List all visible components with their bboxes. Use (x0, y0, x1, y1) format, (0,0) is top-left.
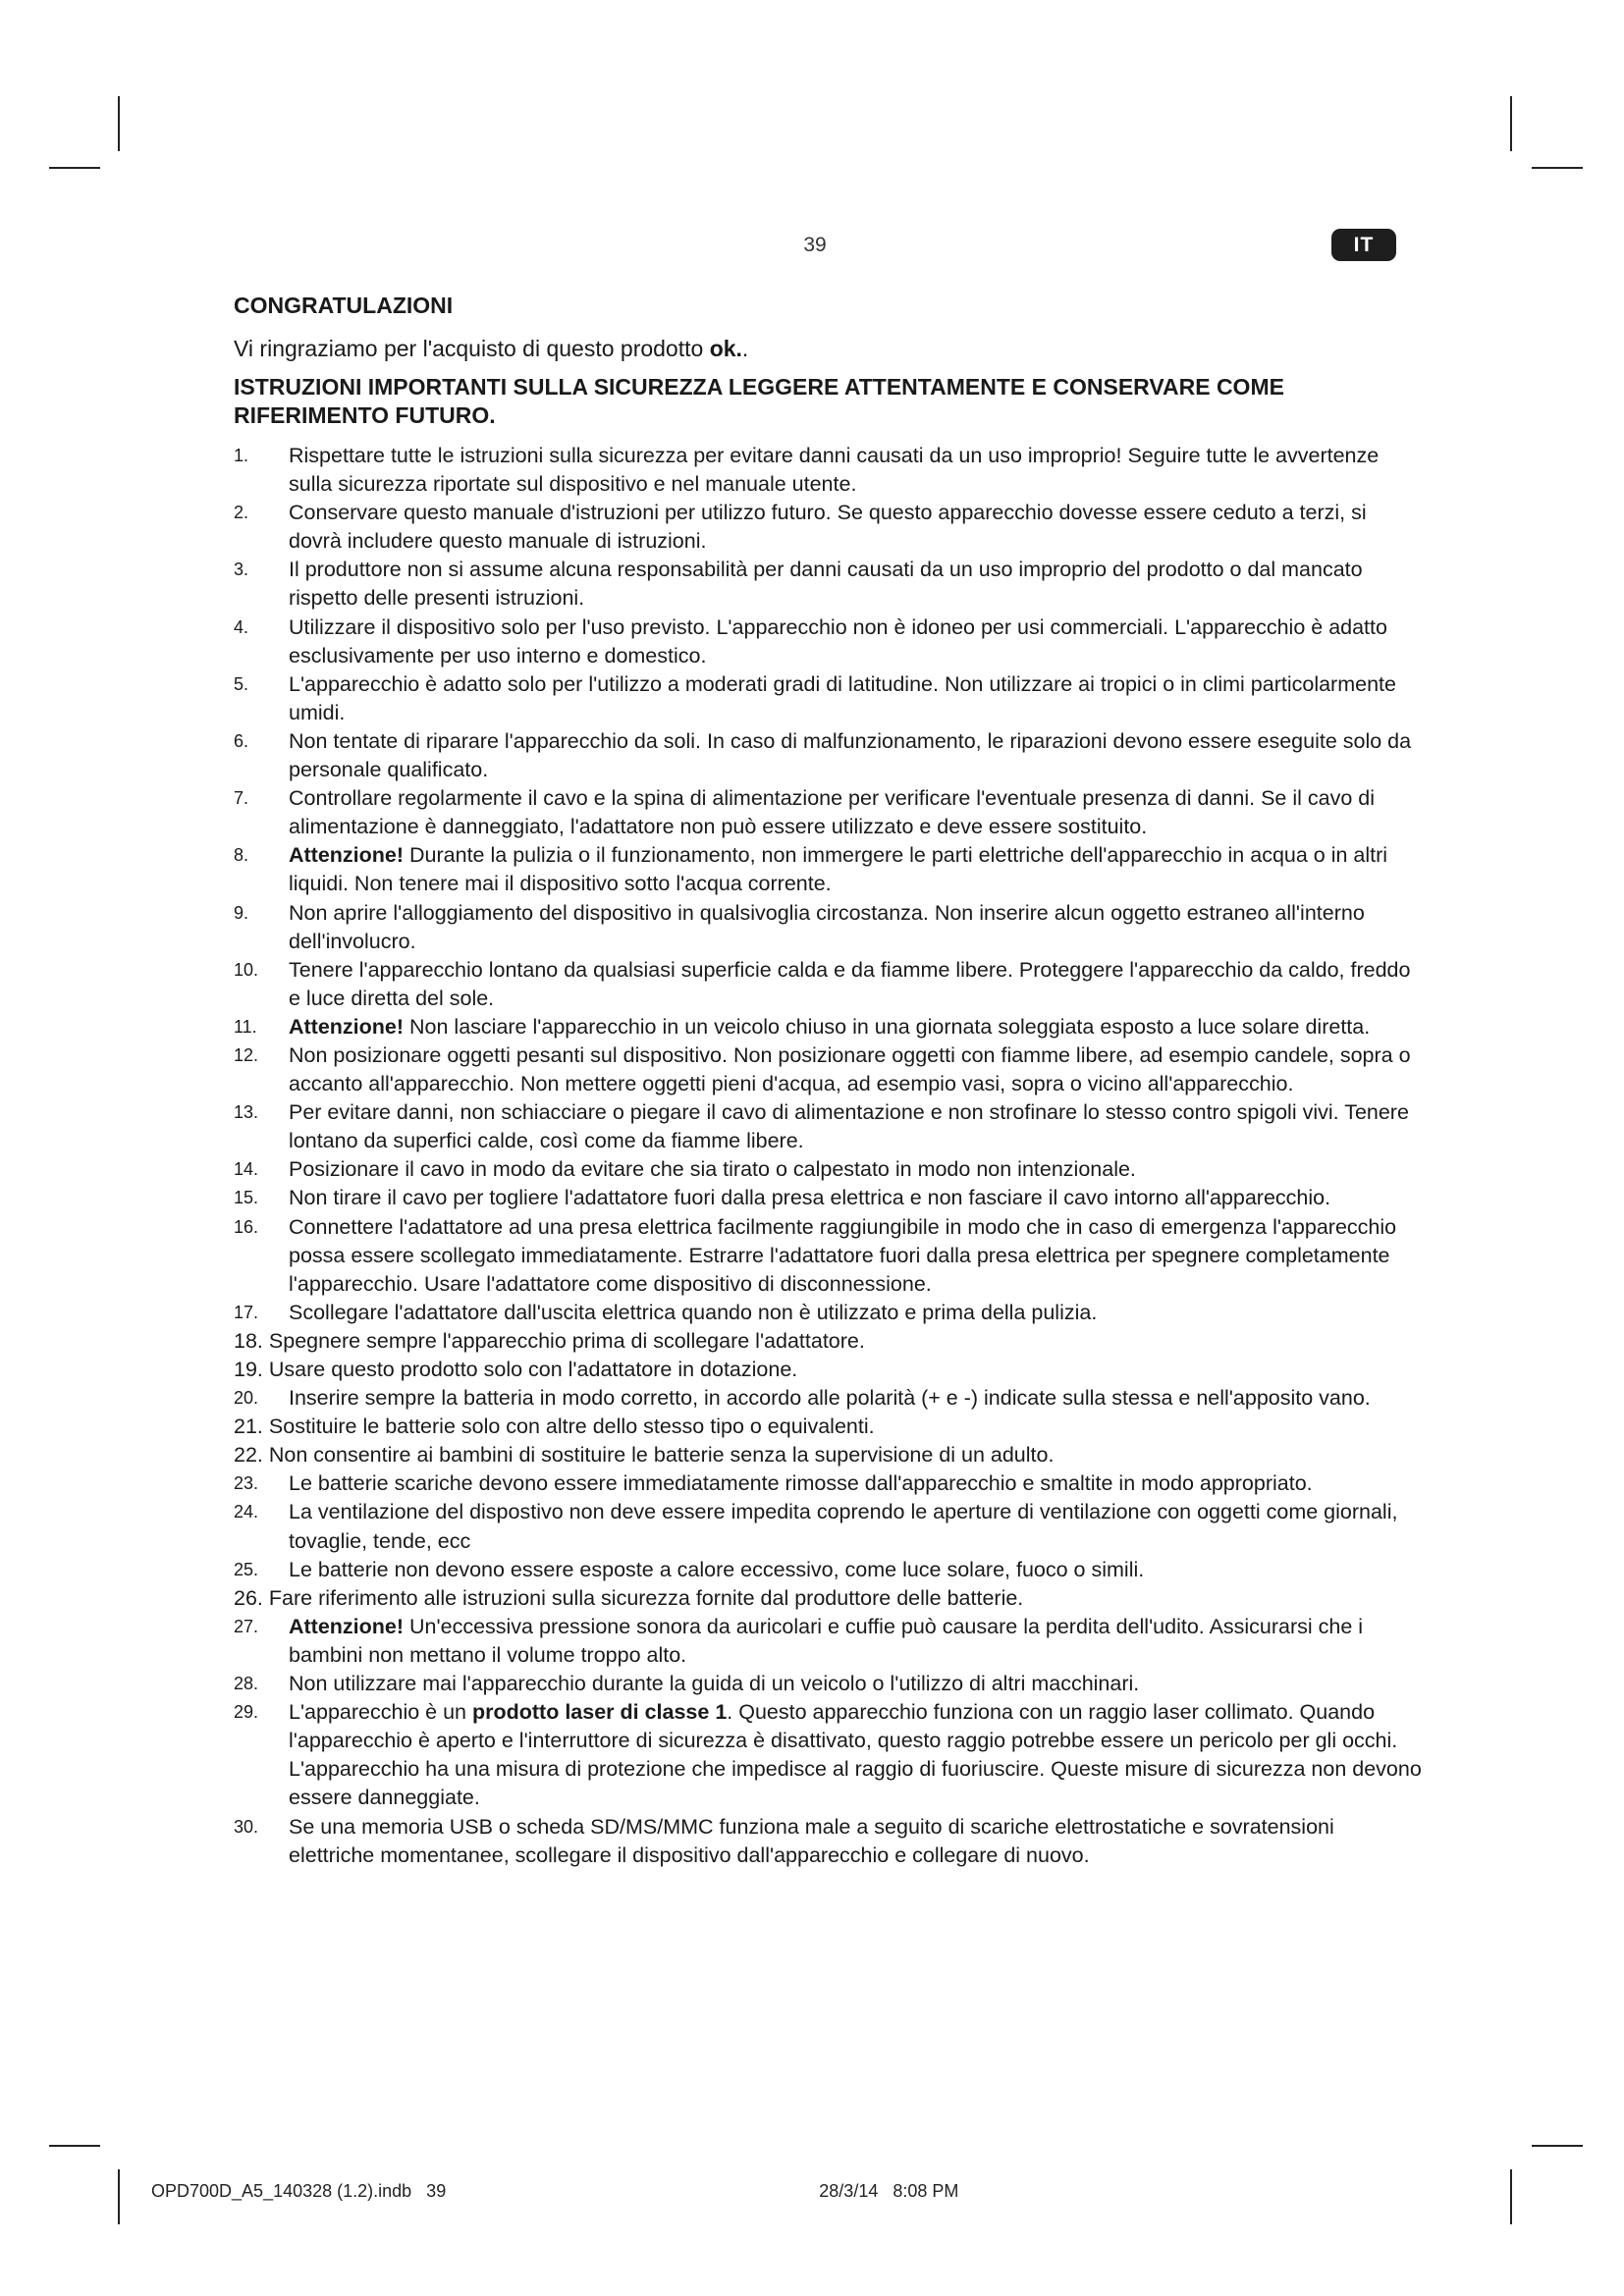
list-item-body: Scollegare l'adattatore dall'uscita elettrica quando non è utilizzato e prima della pulizia. (289, 1300, 1098, 1324)
list-item-number: 25. (234, 1559, 259, 1579)
crop-mark (1510, 2169, 1512, 2224)
list-item-text (234, 1384, 1422, 1413)
list-item-number: 5. (234, 673, 249, 694)
list-item-body: Le batterie non devono essere esposte a calore eccessivo, come luce solare, fuoco o simili. (289, 1557, 1145, 1581)
list-item-text (234, 956, 1422, 1013)
list-item-body: Utilizzare il dispositivo solo per l'uso previsto. L'apparecchio non è idoneo per usi commerciali. L'apparecchio è adatto esclusivamente per uso interno e domestico. (289, 614, 1387, 667)
list-item-text (234, 1813, 1422, 1870)
list-item (234, 556, 1422, 613)
list-item-text (234, 442, 1422, 499)
list-item-number: 23. (234, 1473, 259, 1494)
list-item-text (269, 1329, 865, 1353)
list-item-body: Posizionare il cavo in modo da evitare che sia tirato o calpestato in modo non intenzionale. (289, 1157, 1136, 1182)
list-item (234, 1299, 1422, 1327)
list-item-number: 22. (234, 1443, 263, 1468)
list-item-body: Spegnere sempre l'apparecchio prima di scollegare l'adattatore. (268, 1328, 865, 1353)
list-item (234, 1441, 1422, 1469)
list-item (234, 1155, 1422, 1184)
list-item-body: L'apparecchio è un (289, 1700, 472, 1725)
list-item-text (269, 1358, 797, 1381)
list-item-text (234, 1670, 1422, 1698)
list-item-number: 17. (234, 1302, 259, 1322)
list-item-body: Tenere l'apparecchio lontano da qualsiasi superficie calda e da fiamme libere. Proteggere l'apparecchio da caldo, freddo e luce diretta del sole. (289, 957, 1411, 1010)
list-item (234, 899, 1422, 956)
list-item (234, 1498, 1422, 1555)
crop-mark (118, 2169, 120, 2224)
list-item-number: 19. (234, 1358, 263, 1381)
list-item-body: Non consentire ai bambini di sostituire le batterie senza la supervisione di un adulto. (268, 1443, 1055, 1468)
list-item-body: Sostituire le batterie solo con altre dello stesso tipo o equivalenti. (268, 1415, 875, 1439)
list-item-number: 9. (234, 902, 249, 923)
list-item (234, 1384, 1422, 1413)
list-item-number: 30. (234, 1816, 259, 1837)
page-number: 39 (803, 234, 827, 256)
list-item-body: Non tirare il cavo per togliere l'adattatore fuori dalla presa elettrica e non fasciare il cavo intorno all'apparecchio. (289, 1186, 1331, 1210)
crop-mark (49, 167, 100, 169)
list-item-body: Il produttore non si assume alcuna responsabilità per danni causati da un uso improprio del prodotto o dal mancato rispetto delle presenti istruzioni. (289, 558, 1363, 611)
list-item-number: 26. (234, 1585, 263, 1610)
print-footer: OPD700D_A5_140328 (1.2).indb 39 28/3/14 8:08 PM (151, 2181, 959, 2201)
list-item-body: Un'eccessiva pressione sonora da auricolari e cuffie può causare la perdita dell'udito. Assicurarsi che i bambini non mettano il volume troppo alto. (289, 1614, 1364, 1667)
list-item (234, 1184, 1422, 1212)
list-item-text (234, 1155, 1422, 1184)
brand-name: ok. (709, 336, 742, 361)
list-item-text (234, 614, 1422, 670)
warning-label: Attenzione! (289, 1614, 405, 1638)
list-item-body: Controllare regolarmente il cavo e la spina di alimentazione per verificare l'eventuale presenza di danni. Se il cavo di alimentazione è danneggiato, l'adattatore non può essere utilizzato e deve essere sostituito. (289, 786, 1375, 839)
list-item-body: Rispettare tutte le istruzioni sulla sicurezza per evitare danni causati da un uso improprio! Seguire tutte le avvertenze sulla sicurezza riportate sul dispositivo e nel manuale utente. (289, 444, 1380, 497)
list-item-body: Se una memoria USB o scheda SD/MS/MMC funziona male a seguito di scariche elettrostatiche e sovratensioni elettriche momentanee, scollegare il dispositivo dall'apparecchio e collegare di nuovo. (289, 1814, 1334, 1867)
list-item (234, 1813, 1422, 1870)
crop-mark (1532, 2145, 1583, 2147)
document-body (234, 291, 1422, 1870)
list-item-body: Conservare questo manuale d'istruzioni per utilizzo futuro. Se questo apparecchio dovesse essere ceduto a terzi, si dovrà includere questo manuale di istruzioni. (289, 501, 1367, 554)
list-item-text (269, 1586, 1023, 1610)
list-item (234, 1356, 1422, 1384)
list-item-text (234, 1613, 1422, 1670)
list-item (234, 614, 1422, 670)
list-item-number: 14. (234, 1159, 259, 1180)
list-item-body: Connettere l'adattatore ad una presa elettrica facilmente raggiungibile in modo che in caso di emergenza l'apparecchio possa essere scollegato immediatamente. Estrarre l'adattatore fuori dalla presa elettrica per spegnere completamente l'apparecchio. Usare l'adattatore come dispositivo di disconnessione. (289, 1214, 1397, 1296)
list-item-body: Per evitare danni, non schiacciare o piegare il cavo di alimentazione e non strofinare lo stesso contro spigoli vivi. Tenere lontano da superfici calde, così come da fiamme libere. (289, 1100, 1409, 1153)
list-item (234, 1584, 1422, 1613)
list-item-number: 15. (234, 1188, 259, 1208)
list-item-text (234, 1013, 1422, 1041)
crop-mark (49, 2145, 100, 2147)
list-item-number: 1. (234, 446, 249, 465)
list-item-text (234, 1556, 1422, 1584)
list-item (234, 442, 1422, 499)
list-item-number: 11. (234, 1016, 257, 1037)
list-item-text (234, 1469, 1422, 1498)
list-item-number: 12. (234, 1044, 259, 1065)
intro-paragraph (234, 334, 1422, 363)
list-item-number: 13. (234, 1102, 259, 1123)
list-item-text (234, 1299, 1422, 1327)
list-item (234, 1013, 1422, 1041)
list-item-number: 27. (234, 1616, 259, 1636)
list-item (234, 670, 1422, 727)
list-item-body: Fare riferimento alle istruzioni sulla sicurezza fornite dal produttore delle batterie. (268, 1585, 1024, 1610)
page-title: CONGRATULAZIONI (234, 293, 454, 318)
list-item-number: 16. (234, 1216, 259, 1237)
list-item-body: L'apparecchio è adatto solo per l'utilizzo a moderati gradi di latitudine. Non utilizzare ai tropici o in climi particolarmente umidi. (289, 671, 1396, 724)
list-item-number: 24. (234, 1502, 259, 1522)
list-item-number: 29. (234, 1702, 259, 1723)
list-item-body: Le batterie scariche devono essere immediatamente rimosse dall'apparecchio e smaltite in modo appropriato. (289, 1471, 1313, 1496)
list-item-text (234, 841, 1422, 898)
safety-list (234, 442, 1422, 1870)
list-item-text (234, 1184, 1422, 1212)
warning-label: Attenzione! (289, 843, 405, 868)
list-item-text (234, 1098, 1422, 1155)
list-item (234, 727, 1422, 784)
list-item (234, 1213, 1422, 1299)
list-item-text (234, 1041, 1422, 1098)
list-item-number: 3. (234, 560, 249, 580)
list-item (234, 1098, 1422, 1155)
list-item-text (234, 1213, 1422, 1299)
list-item-number: 21. (234, 1415, 263, 1439)
list-item (234, 1613, 1422, 1670)
list-item (234, 1469, 1422, 1498)
list-item (234, 1327, 1422, 1356)
list-item-number: 18. (234, 1328, 263, 1353)
emphasis-text: prodotto laser di classe 1 (472, 1700, 728, 1725)
list-item-text (234, 670, 1422, 727)
list-item-body: Usare questo prodotto solo con l'adattatore in dotazione. (268, 1358, 798, 1381)
list-item (234, 1041, 1422, 1098)
warning-label: Attenzione! (289, 1014, 405, 1039)
list-item-number: 28. (234, 1674, 259, 1694)
list-item-number: 10. (234, 959, 259, 980)
crop-mark (1510, 96, 1512, 151)
list-item-body: Non tentate di riparare l'apparecchio da soli. In caso di malfunzionamento, le riparazioni devono essere eseguite solo da personale qualificato. (289, 728, 1412, 782)
list-item-text (269, 1415, 875, 1438)
list-item (234, 1413, 1422, 1441)
list-item (234, 1670, 1422, 1698)
safety-heading: ISTRUZIONI IMPORTANTI SULLA SICUREZZA LEGGERE ATTENTAMENTE E CONSERVARE COME RIFERIMENTO FUTURO. (234, 374, 1284, 428)
list-item-text (234, 727, 1422, 784)
list-item-text (234, 556, 1422, 613)
list-item-text (269, 1443, 1055, 1467)
list-item-body: Durante la pulizia o il funzionamento, non immergere le parti elettriche dell'apparecchio in acqua o in altri liquidi. Non tenere mai il dispositivo sotto l'acqua corrente. (289, 843, 1388, 896)
list-item-body-continued: . Questo apparecchio funziona con un raggio laser collimato. Quando l'apparecchio è aperto e l'interruttore di sicurezza è disattivato, questo raggio potrebbe essere un pericolo per gli occhi. L'apparecchio ha una misura di protezione che impedisce al raggio di fuoriuscire. Queste misure di sicurezza non devono essere danneggiate. (289, 1700, 1422, 1810)
list-item-body: Non lasciare l'apparecchio in un veicolo chiuso in una giornata soleggiata esposto a luce solare diretta. (404, 1014, 1371, 1039)
list-item-number: 7. (234, 788, 249, 809)
list-item-body: Inserire sempre la batteria in modo corretto, in accordo alle polarità (+ e -) indicate sulla stessa e nell'apposito vano. (289, 1386, 1371, 1411)
list-item-number: 6. (234, 730, 249, 751)
list-item-number: 4. (234, 616, 249, 637)
list-item-body: Non posizionare oggetti pesanti sul dispositivo. Non posizionare oggetti con fiamme libere, ad esempio candele, sopra o accanto all'apparecchio. Non mettere oggetti pieni d'acqua, ad esempio vasi, sopra o vicino all'apparecchio. (289, 1042, 1411, 1096)
list-item-text (234, 1498, 1422, 1555)
list-item (234, 956, 1422, 1013)
crop-mark (1532, 167, 1583, 169)
list-item-number: 2. (234, 503, 249, 523)
crop-mark (118, 96, 120, 151)
list-item-text (234, 784, 1422, 841)
list-item-text (234, 899, 1422, 956)
list-item-text (234, 499, 1422, 556)
list-item (234, 1556, 1422, 1584)
list-item (234, 499, 1422, 556)
intro-text: Vi ringraziamo per l'acquisto di questo prodotto (234, 336, 710, 361)
intro-tail: . (741, 336, 749, 361)
list-item-number: 20. (234, 1388, 259, 1409)
language-badge: IT (1331, 229, 1396, 261)
list-item-body: Non utilizzare mai l'apparecchio durante la guida di un veicolo o l'utilizzo di altri macchinari. (289, 1672, 1140, 1696)
list-item (234, 784, 1422, 841)
list-item (234, 1698, 1422, 1812)
list-item-body: La ventilazione del dispostivo non deve essere impedita coprendo le aperture di ventilazione con oggetti come giornali, tovaglie, tende, ecc (289, 1500, 1398, 1553)
list-item-number: 8. (234, 845, 249, 866)
list-item (234, 841, 1422, 898)
list-item-text (234, 1698, 1422, 1812)
list-item-body: Non aprire l'alloggiamento del dispositivo in qualsivoglia circostanza. Non inserire alcun oggetto estraneo all'interno dell'involucro. (289, 900, 1365, 953)
